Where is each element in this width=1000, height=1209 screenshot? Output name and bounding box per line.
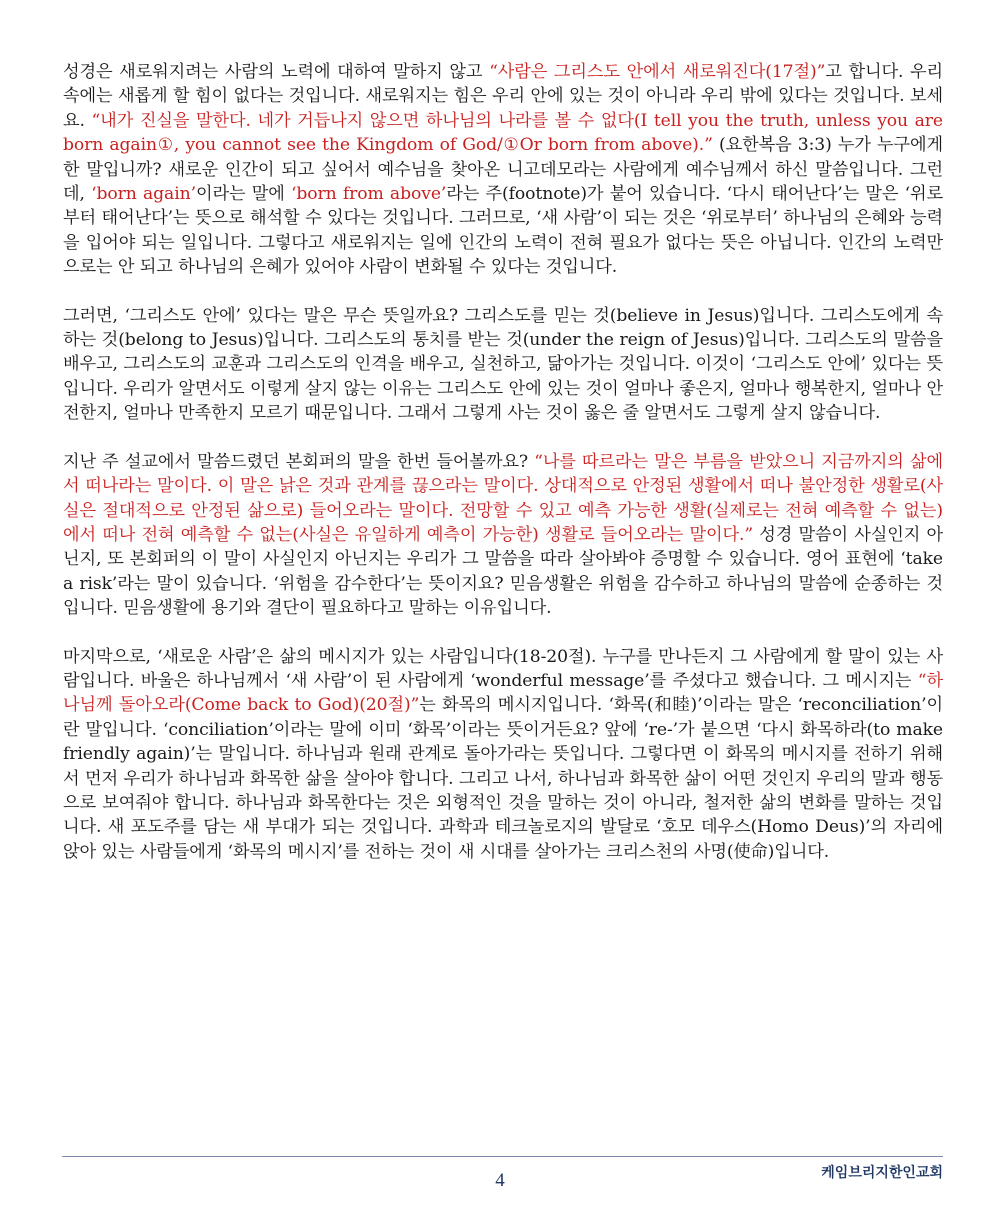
paragraph-1 bbox=[63, 60, 943, 280]
paragraph-1-quote: “사람은 그리스도 안에서 새로워진다(17절)” bbox=[489, 62, 826, 82]
paragraph-3-segment: 성경 말씀이 사실인지 아닌지, 또 본회퍼의 이 말이 사실인지 아닌지는 우리가 그 말씀을 따라 살아봐야 증명할 수 있습니다. 영어 표현에 ‘take a risk’라는 말이 있습니다. ‘위험을 감수한다’는 뜻이지요? 믿음생활은 위험을 감수하고 하나님의 말씀에 순종하는 것입니다. 믿음생활에 용기와 결단이 필요하다고 말하는 이유입니다. bbox=[63, 524, 943, 619]
footer-divider bbox=[62, 1156, 943, 1157]
paragraph-3 bbox=[63, 450, 943, 621]
paragraph-2-segment: 그러면, ‘그리스도 안에’ 있다는 말은 무슨 뜻일까요? 그리스도를 믿는 것(believe in Jesus)입니다. 그리스도에게 속하는 것(belong to Jesus)입니다. 그리스도의 통치를 받는 것(under the reign of Jesus)입니다. 그리스도의 말씀을 배우고, 그리스도의 교훈과 그리스도의 인격을 배우고, 실천하고, 닮아가는 것입니다. 이것이 ‘그리스도 안에’ 있다는 뜻입니다. 우리가 알면서도 이렇게 살지 않는 이유는 그리스도 안에 있는 것이 얼마나 좋은지, 얼마나 행복한지, 얼마나 안전한지, 얼마나 만족한지 모르기 때문입니다. 그래서 그렇게 사는 것이 옳은 줄 알면서도 그렇게 살지 않습니다. bbox=[63, 305, 943, 424]
paragraph-1-segment: 고 합니다. 우리 속에는 새롭게 할 힘이 없다는 것입니다. 새로워지는 힘은 우리 안에 있는 것이 아니라 우리 밖에 있다는 것입니다. 보세요. bbox=[63, 62, 943, 131]
paragraph-1-segment: 이라는 말에 bbox=[195, 184, 291, 205]
paragraph-4-segment: 마지막으로, ‘새로운 사람’은 삶의 메시지가 있는 사람입니다(18-20절). 누구를 만나든지 그 사람에게 할 말이 있는 사람입니다. 바울은 하나님께서 ‘새 사람’이 된 사람에게 ‘wonderful message’를 주셨다고 했습니다. 그 메시지는 bbox=[63, 646, 943, 691]
paragraph-1-segment: 라는 주(footnote)가 붙어 있습니다. ‘다시 태어난다’는 말은 ‘위로부터 태어난다’는 뜻으로 해석할 수 있다는 것입니다. 그러므로, ‘새 사람’이 되는 것은 ‘위로부터’ 하나님의 은혜와 능력을 입어야 되는 일입니다. 그렇다고 새로워지는 일에 인간의 노력이 전혀 필요가 없다는 뜻은 아닙니다. 인간의 노력만으로는 안 되고 하나님의 은혜가 있어야 사람이 변화될 수 있다는 것입니다. bbox=[63, 184, 944, 278]
paragraph-4 bbox=[63, 645, 943, 865]
paragraph-3-quote: “나를 따르라는 말은 부름을 받았으니 지금까지의 삶에서 떠나라는 말이다. 이 말은 낡은 것과 관계를 끊으라는 말이다. 상대적으로 안정된 생활에서 떠나 불안정한 생활로(사실은 절대적으로 안정된 삶으로) 들어오라는 말이다. 전망할 수 있고 예측 가능한 생활(실제로는 전혀 예측할 수 없는)에서 떠나 전혀 예측할 수 없는(사실은 유일하게 예측이 가능한) 생활로 들어오라는 말이다.” bbox=[63, 451, 943, 545]
paragraph-1-quote: ‘born again’ bbox=[91, 184, 196, 205]
page-number: 4 bbox=[495, 1170, 505, 1191]
paragraph-4-quote: “하나님께 돌아오라(Come back to God)(20절)” bbox=[63, 670, 943, 716]
paragraph-3-segment: 지난 주 설교에서 말씀드렸던 본회퍼의 말을 한번 들어볼까요? bbox=[63, 451, 535, 472]
church-name: 케임브리지한인교회 bbox=[821, 1165, 943, 1181]
paragraph-1-segment: (요한복음 3:3) 누가 누구에게 한 말입니까? 새로운 인간이 되고 싶어서 예수님을 찾아온 니고데모라는 사람에게 예수님께서 하신 말씀입니다. 그런데, bbox=[63, 135, 944, 205]
paragraph-1-segment: 성경은 새로워지려는 사람의 노력에 대하여 말하지 않고 bbox=[63, 62, 490, 82]
paragraph-1-quote: ‘born from above’ bbox=[290, 184, 447, 205]
paragraph-1-quote: “내가 진실을 말한다. 네가 거듭나지 않으면 하나님의 나라를 볼 수 없다(I tell you the truth, unless you are born again①, you cannot see the Kingdom of God/①Or born from above).” bbox=[63, 110, 943, 156]
paragraph-2 bbox=[63, 304, 943, 426]
paragraph-4-segment: 는 화목의 메시지입니다. ‘화목(和睦)’이라는 말은 ‘reconciliation’이란 말입니다. ‘conciliation’이라는 말에 이미 ‘화목’이라는 뜻이거든요? 앞에 ‘re-’가 붙으면 ‘다시 화목하라(to make friendly again)’는 말입니다. 하나님과 원래 관계로 돌아가라는 뜻입니다. 그렇다면 이 화목의 메시지를 전하기 위해서 먼저 우리가 하나님과 화목한 삶을 살아야 합니다. 그리고 나서, 하나님과 화목한 삶이 어떤 것인지 우리의 말과 행동으로 보여줘야 합니다. 하나님과 화목한다는 것은 외형적인 것을 말하는 것이 아니라, 철저한 삶의 변화를 말하는 것입니다. 새 포도주를 담는 새 부대가 되는 것입니다. 과학과 테크놀로지의 발달로 ‘호모 데우스(Homo Deus)’의 자리에 앉아 있는 사람들에게 ‘화목의 메시지’를 전하는 것이 새 시대를 살아가는 크리스천의 사명(使命)입니다. bbox=[63, 695, 943, 862]
